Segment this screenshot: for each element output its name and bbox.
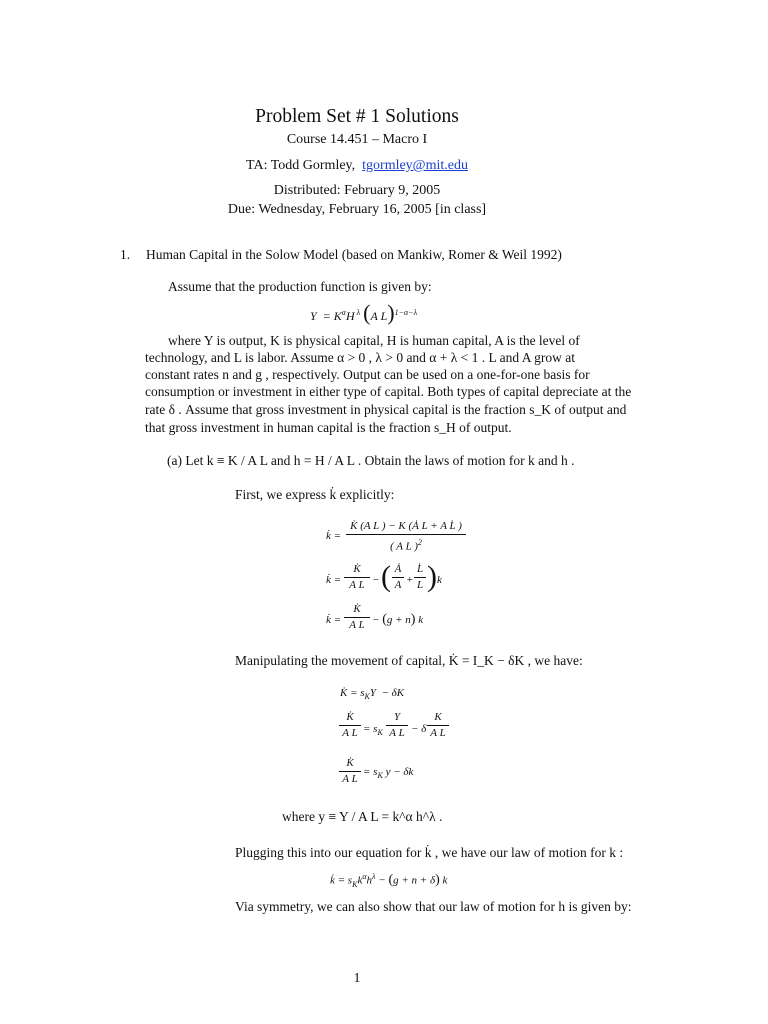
kdot-eq1-fraction: K̇ (A L ) − K (Ȧ L + A L̇ ) ( A L )$^2$	[346, 520, 466, 554]
Kdot-eq2-eq: = $s_K$	[363, 723, 383, 738]
ta-label: TA: Todd Gormley,	[246, 158, 356, 173]
problem-heading: Human Capital in the Solow Model (based on Mankiw, Romer & Weil 1992)	[146, 247, 562, 262]
Kdot-eq2-lhs-fraction: K̇ A L	[339, 711, 361, 740]
production-function-equation: $Y = K^\alpha H$ $^\lambda$ (A L)$^{1-\alpha-\lambda}$	[310, 300, 418, 325]
model-paragraph-line-5: rate δ . Assume that gross investment in physical capital is the fraction s_K of output and	[145, 402, 627, 417]
ta-line	[0, 158, 714, 174]
manipulating-line: Manipulating the movement of capital, K̇ = I_K − δK , we have:	[235, 653, 583, 668]
ta-email-link[interactable]: tgormley@mit.edu	[362, 158, 468, 173]
Kdot-eq2-frac-y: Y A L	[386, 711, 408, 740]
problem-number: 1.	[120, 247, 131, 262]
Kdot-eq2-frac-k: K A L	[427, 711, 449, 740]
kdot-eq2-paren-right: )	[427, 560, 437, 593]
due-line: Due: Wednesday, February 16, 2005 [in class]	[227, 202, 487, 217]
plugging-line: Plugging this into our equation for k̇ , we have our law of motion for k :	[235, 845, 624, 860]
course-line: Course 14.451 – Macro I	[286, 132, 428, 147]
distributed-line: Distributed: February 9, 2005	[273, 183, 441, 198]
page-number: 1	[353, 971, 361, 986]
kdot-eq3-rhs: − (g + n) k	[372, 612, 424, 627]
kdot-eq2-lhs: k̇ =	[326, 574, 342, 586]
part-a-prompt: (a) Let k ≡ K / A L and h = H / A L . Obtain the laws of motion for k and h .	[167, 453, 575, 468]
symmetry-line: Via symmetry, we can also show that our law of motion for h is given by:	[235, 899, 632, 914]
kdot-eq2-plus: +	[406, 574, 414, 586]
kdot-eq2-fraction: K̇ A L	[344, 563, 370, 592]
model-paragraph-line-6: that gross investment in human capital is the fraction s_H of output.	[145, 420, 512, 435]
Kdot-eq1: K̇ = $s_KY - \delta K$	[340, 687, 405, 702]
model-paragraph-line-4: consumption or investment in either type of capital. Both types of capital depreciate at the	[145, 384, 632, 399]
kdot-eq1-lhs: k̇ =	[326, 530, 342, 542]
first-express-line: First, we express k̇ explicitly:	[235, 487, 395, 502]
page-title: Problem Set # 1 Solutions	[255, 106, 459, 127]
kdot-eq2-paren-left: (	[381, 560, 391, 593]
law-of-motion-k-equation: k̇ = $s_Kk^\alpha h^\lambda - (g + n + \delta)$ k	[330, 872, 448, 889]
Kdot-eq3-lhs-fraction: K̇ A L	[339, 757, 361, 786]
kdot-eq2-frac-a: Ȧ A	[392, 563, 404, 592]
Kdot-eq2-minus: − δ	[411, 723, 427, 735]
kdot-eq3-lhs: k̇ =	[326, 614, 342, 626]
assume-line: Assume that the production function is given by:	[168, 279, 432, 294]
where-y-definition: where y ≡ Y / A L = k^α h^λ .	[282, 809, 443, 824]
model-paragraph-line-3: constant rates n and g , respectively. Output can be used on a one-for-one basis for	[145, 367, 590, 382]
Kdot-eq3-rhs: = $s_K$ y − δk	[363, 766, 414, 781]
kdot-eq3-fraction: K̇ A L	[344, 603, 370, 632]
kdot-eq2-minus: −	[372, 574, 380, 586]
kdot-eq2-k: k	[437, 574, 442, 586]
model-paragraph-line-1: where Y is output, K is physical capital, H is human capital, A is the level of	[168, 333, 580, 348]
kdot-eq2-frac-l: L̇ L	[414, 563, 426, 592]
model-paragraph-line-2: technology, and L is labor. Assume α > 0 , λ > 0 and α + λ < 1 . L and A grow at	[145, 350, 576, 365]
